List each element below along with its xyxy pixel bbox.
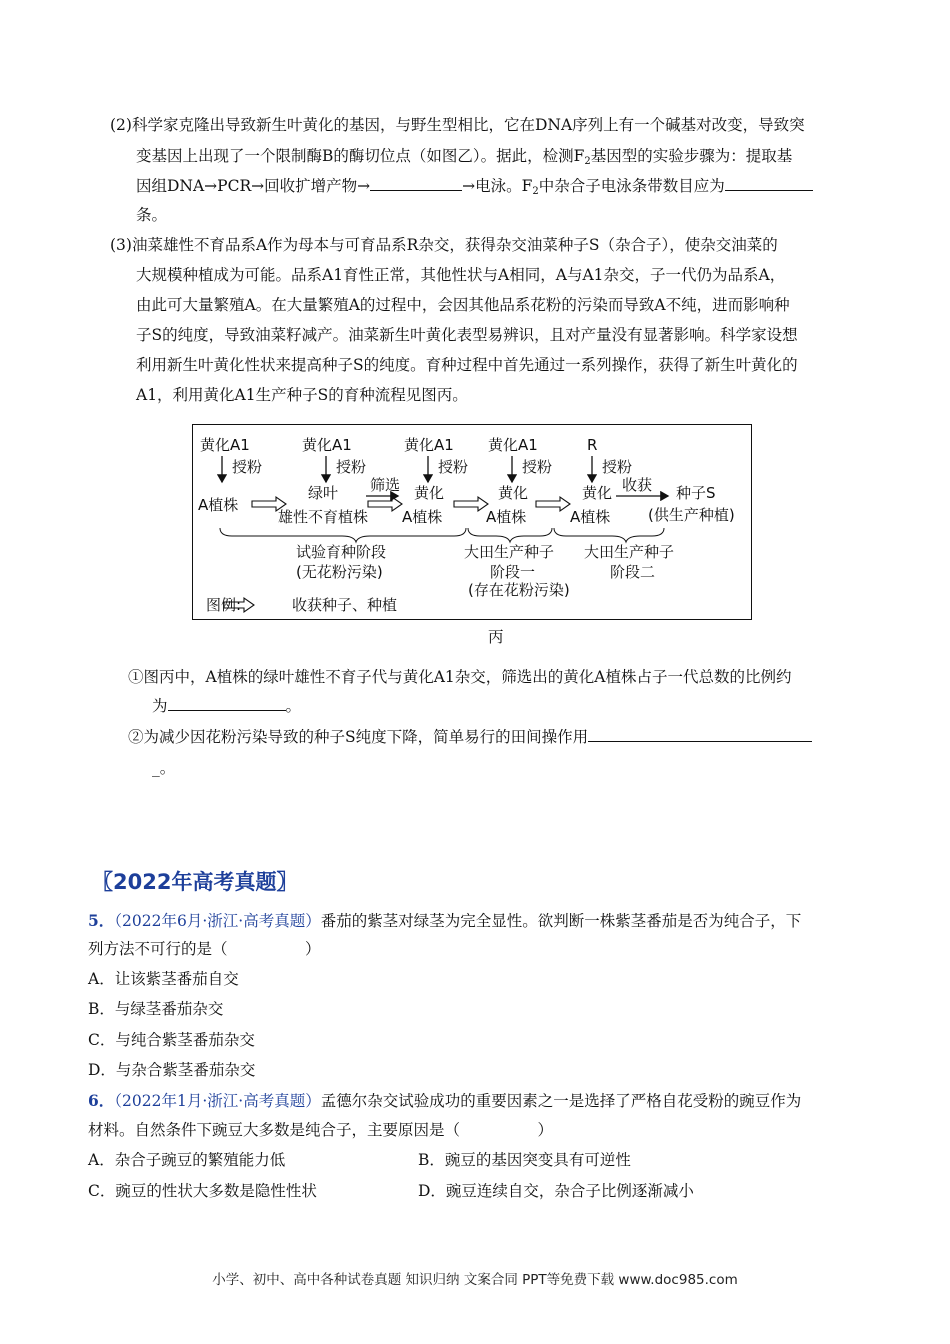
sub1-line2 xyxy=(152,695,301,717)
q5-source: （2022年6月·浙江·高考真题） xyxy=(114,912,321,930)
top-label-2: 黄化A1 xyxy=(302,436,352,454)
q6-option-a[interactable]: A．杂合子豌豆的繁殖能力低 xyxy=(88,1151,286,1169)
q3-line5: 利用新生叶黄化性状来提高种子S的纯度。育种过程中首先通过一系列操作，获得了新生叶黄化的 xyxy=(136,356,798,374)
sub2-line1 xyxy=(128,726,812,748)
node4-yellow: 黄化 xyxy=(498,484,529,502)
hollow-arrow-3 xyxy=(454,497,488,511)
q2-line3-b: →电泳。F xyxy=(462,177,533,195)
q2-line2 xyxy=(136,145,792,173)
sub1-line2-b: 。 xyxy=(285,697,302,715)
hollow-arrow-4 xyxy=(536,497,570,511)
top-label-5: R xyxy=(587,436,598,454)
q2-line2-sub: 2 xyxy=(584,156,591,167)
q2-line3-sub: 2 xyxy=(532,186,539,197)
sub2-line2: _。 xyxy=(152,759,176,777)
stage3-title: 大田生产种子 xyxy=(584,543,675,561)
stage2-sub: 阶段一 xyxy=(490,563,536,581)
q6-line2: 材料。自然条件下豌豆大多数是纯合子，主要原因是（ ） xyxy=(88,1121,554,1139)
q5-option-c[interactable]: C．与纯合紫茎番茄杂交 xyxy=(88,1031,255,1049)
q3-line3: 由此可大量繁殖A。在大量繁殖A的过程中，会因其他品系花粉的污染而导致A不纯，进而影响种 xyxy=(136,296,790,314)
stage3-sub: 阶段二 xyxy=(610,563,656,581)
node-seed-s: 种子S xyxy=(676,484,716,502)
pollination-label-5: 授粉 xyxy=(602,458,633,476)
stage2-title: 大田生产种子 xyxy=(464,543,555,561)
sub1-line1: ①图丙中，A植株的绿叶雄性不育子代与黄化A1杂交，筛选出的黄化A植株占子一代总数的比例约 xyxy=(128,668,792,686)
q5-text1: 番茄的紫茎对绿茎为完全显性。欲判断一株紫茎番茄是否为纯合子，下 xyxy=(320,912,802,930)
q3-line6: A1，利用黄化A1生产种子S的育种流程见图丙。 xyxy=(136,386,468,404)
q2-line2-b: 基因型的实验步骤为：提取基 xyxy=(590,147,793,165)
brace-stage3 xyxy=(554,528,664,542)
pollination-label-2: 授粉 xyxy=(336,458,367,476)
q3-line2: 大规模种植成为可能。品系A1育性正常，其他性状与A相同，A与A1杂交，子一代仍为品系A， xyxy=(136,266,786,284)
node-green-leaf: 绿叶 xyxy=(308,484,339,502)
node-a-plant: A植株 xyxy=(198,496,239,514)
q3-line4: 子S的纯度，导致油菜籽减产。油菜新生叶黄化表型易辨识，且对产量没有显著影响。科学家设想 xyxy=(136,326,798,344)
q5-number: 5． xyxy=(88,911,115,930)
pollination-label-3: 授粉 xyxy=(438,458,469,476)
pollination-label-1: 授粉 xyxy=(232,458,263,476)
q2-line4: 条。 xyxy=(136,206,168,224)
q6-option-b[interactable]: B．豌豆的基因突变具有可逆性 xyxy=(418,1151,631,1169)
q5-option-a[interactable]: A．让该紫茎番茄自交 xyxy=(88,970,239,988)
node5-a-plant: A植株 xyxy=(570,508,611,526)
node5-yellow: 黄化 xyxy=(582,484,613,502)
breeding-flow-diagram xyxy=(192,424,752,620)
page-footer: 小学、初中、高中各种试卷真题 知识归纳 文案合同 PPT等免费下载 www.doc985.com xyxy=(212,1272,738,1288)
node3-yellow: 黄化 xyxy=(414,484,445,502)
q5-line2: 列方法不可行的是（ ） xyxy=(88,940,321,958)
stage1-title: 试验育种阶段 xyxy=(296,543,387,561)
q6-source: （2022年1月·浙江·高考真题） xyxy=(114,1092,321,1110)
q2-line3-a: 因组DNA→PCR→回收扩增产物→ xyxy=(136,177,371,195)
top-label-4: 黄化A1 xyxy=(488,436,538,454)
legend-prefix: 图例: xyxy=(206,596,242,614)
brace-stage2 xyxy=(468,528,552,542)
q5-option-d[interactable]: D．与杂合紫茎番茄杂交 xyxy=(88,1061,256,1079)
node-male-sterile: 雄性不育植株 xyxy=(278,508,369,526)
sub2-line1-text: ②为减少因花粉污染导致的种子S纯度下降，简单易行的田间操作用 xyxy=(128,728,589,746)
q5-option-b[interactable]: B．与绿茎番茄杂交 xyxy=(88,1000,224,1018)
legend-text: 收获种子、种植 xyxy=(292,596,398,614)
pollination-label-4: 授粉 xyxy=(522,458,553,476)
stage1-note: (无花粉污染) xyxy=(296,563,383,581)
q2-line1: (2)科学家克隆出导致新生叶黄化的基因，与野生型相比，它在DNA序列上有一个碱基对改变，导致突 xyxy=(110,116,805,134)
stage2-note: (存在花粉污染) xyxy=(468,581,570,599)
node3-a-plant: A植株 xyxy=(402,508,443,526)
harvest-label: 收获 xyxy=(622,476,653,494)
diagram-caption: 丙 xyxy=(488,628,504,646)
screen-label: 筛选 xyxy=(370,476,401,494)
node4-a-plant: A植株 xyxy=(486,508,527,526)
q2-answer-blank-1[interactable] xyxy=(370,176,462,191)
q2-line3-c: 中杂合子电泳条带数目应为 xyxy=(538,177,725,195)
sub2-answer-blank[interactable] xyxy=(588,727,812,742)
q2-answer-blank-2[interactable] xyxy=(725,176,813,191)
q6-number: 6． xyxy=(88,1091,115,1110)
sub1-line2-a: 为 xyxy=(152,697,168,715)
top-label-1: 黄化A1 xyxy=(200,436,250,454)
sub1-answer-blank[interactable] xyxy=(168,696,286,711)
q6-line1 xyxy=(88,1090,801,1112)
section-title: 〖2022年高考真题〗 xyxy=(92,870,298,894)
q6-option-d[interactable]: D．豌豆连续自交，杂合子比例逐渐减小 xyxy=(418,1182,694,1200)
q2-line3 xyxy=(136,175,813,203)
top-label-3: 黄化A1 xyxy=(404,436,454,454)
q3-line1: (3)油菜雄性不育品系A作为母本与可育品系R杂交，获得杂交油菜种子S（杂合子），使杂交油菜的 xyxy=(110,236,778,254)
node-seed-usage: (供生产种植) xyxy=(648,506,735,524)
q2-line2-a: 变基因上出现了一个限制酶B的酶切位点（如图乙）。据此，检测F xyxy=(136,147,585,165)
hollow-arrow-2 xyxy=(368,497,402,511)
q6-text1: 孟德尔杂交试验成功的重要因素之一是选择了严格自花受粉的豌豆作为 xyxy=(320,1092,802,1110)
q5-line1 xyxy=(88,910,801,932)
brace-stage1 xyxy=(220,528,466,542)
q6-option-c[interactable]: C．豌豆的性状大多数是隐性性状 xyxy=(88,1182,317,1200)
